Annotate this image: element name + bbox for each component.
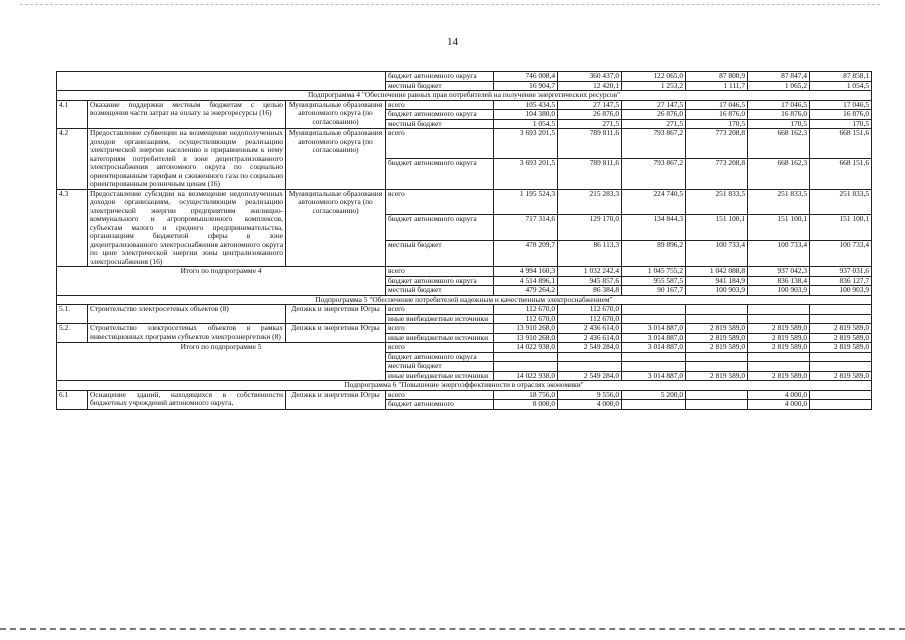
item-description: Предоставление субсидии на возмещение недополученных доходов организациям, осуществляющим реализацию электрической энергии предприятиям жилищно-коммунального и агропромышленного комплексов, субъектам малого и среднего предпринимательства, организациям бюджетной сферы в зоне децентрализованного электроснабжения автономного округа по цене электрической энергии зоны централизованного электроснабжения (16) [88, 189, 286, 267]
value-cell [622, 314, 686, 324]
item-executor: Муниципальные образования автономного округа (по согласованию) [286, 100, 386, 129]
source-cell: всего [386, 343, 494, 353]
value-cell: 271,5 [622, 119, 686, 129]
value-cell [622, 362, 686, 372]
value-cell: 17 046,5 [686, 100, 748, 110]
value-cell: 789 811,6 [558, 159, 622, 189]
value-cell: 2 436 614,0 [558, 324, 622, 334]
value-cell [558, 352, 622, 362]
table-row [57, 390, 872, 400]
table-row [57, 129, 872, 159]
value-cell: 2 819 589,0 [748, 343, 810, 353]
subprogram-title-row [57, 91, 872, 101]
value-cell: 112 670,0 [558, 314, 622, 324]
item-number: 6.1 [57, 390, 88, 409]
value-cell [810, 314, 872, 324]
table-row [57, 189, 872, 215]
item-description: Предоставление субвенции на возмещение недополученных доходов организациям, осуществляющим реализацию электрической энергии населению и приравненным к нему категориям потребителей в зоне децентрализованного электроснабжения автономного округа по социально ориентированным тарифам и сжиженного газа по социально ориентированным розничным ценам (16) [88, 129, 286, 190]
continuation-cell [57, 72, 386, 91]
value-cell: 2 819 589,0 [686, 371, 748, 381]
value-cell: 836 138,4 [748, 276, 810, 286]
value-cell: 251 833,5 [810, 189, 872, 215]
value-cell: 122 065,0 [622, 72, 686, 82]
value-cell [810, 390, 872, 400]
value-cell: 717 314,6 [494, 215, 558, 241]
source-cell: иные внебюджетные источники [386, 314, 494, 324]
value-cell: 17 046,5 [810, 100, 872, 110]
value-cell: 151 100,1 [810, 215, 872, 241]
source-cell: всего [386, 129, 494, 159]
value-cell [810, 352, 872, 362]
value-cell: 170,5 [686, 119, 748, 129]
value-cell: 5 200,0 [622, 390, 686, 400]
value-cell: 13 910 268,0 [494, 333, 558, 343]
value-cell [686, 390, 748, 400]
value-cell: 668 151,6 [810, 129, 872, 159]
value-cell: 112 670,0 [494, 314, 558, 324]
value-cell: 1 054,5 [810, 81, 872, 91]
value-cell: 2 819 589,0 [810, 333, 872, 343]
value-cell: 8 000,0 [494, 400, 558, 410]
value-cell: 2 819 589,0 [810, 324, 872, 334]
value-cell: 86 384,8 [558, 286, 622, 296]
value-cell: 151 100,1 [748, 215, 810, 241]
table-row [57, 72, 872, 82]
source-cell: иные внебюджетные источники [386, 333, 494, 343]
source-cell: местный бюджет [386, 119, 494, 129]
table-body [57, 72, 872, 410]
table-row [57, 100, 872, 110]
value-cell [622, 400, 686, 410]
value-cell: 13 910 268,0 [494, 324, 558, 334]
source-cell: бюджет автономного округа [386, 352, 494, 362]
value-cell [748, 362, 810, 372]
value-cell [748, 314, 810, 324]
value-cell [686, 314, 748, 324]
value-cell: 1 195 524,3 [494, 189, 558, 215]
value-cell [810, 305, 872, 315]
value-cell: 945 857,6 [558, 276, 622, 286]
value-cell: 26 876,0 [558, 110, 622, 120]
value-cell: 3 014 887,0 [622, 333, 686, 343]
value-cell: 112 670,0 [494, 305, 558, 315]
value-cell: 773 208,8 [686, 159, 748, 189]
value-cell: 26 876,0 [622, 110, 686, 120]
item-executor: Депжкк и энергетики Югры [286, 390, 386, 409]
value-cell: 16 876,0 [748, 110, 810, 120]
value-cell: 3 014 887,0 [622, 343, 686, 353]
value-cell: 170,5 [810, 119, 872, 129]
subprogram-title-row [57, 381, 872, 391]
value-cell: 100 903,9 [686, 286, 748, 296]
value-cell: 793 867,2 [622, 159, 686, 189]
value-cell: 251 833,5 [748, 189, 810, 215]
value-cell: 87 858,1 [810, 72, 872, 82]
value-cell: 479 264,2 [494, 286, 558, 296]
source-cell: всего [386, 189, 494, 215]
value-cell: 2 819 589,0 [748, 333, 810, 343]
table-row [57, 305, 872, 315]
value-cell: 100 733,4 [748, 241, 810, 267]
value-cell: 112 670,0 [558, 305, 622, 315]
value-cell: 937 031,6 [810, 267, 872, 277]
value-cell: 2 819 589,0 [748, 371, 810, 381]
value-cell: 2 819 589,0 [810, 343, 872, 353]
value-cell: 1 042 088,8 [686, 267, 748, 277]
value-cell: 129 170,0 [558, 215, 622, 241]
value-cell: 773 208,8 [686, 129, 748, 159]
item-number: 5.2. [57, 324, 88, 343]
value-cell: 224 740,5 [622, 189, 686, 215]
value-cell: 1 045 755,2 [622, 267, 686, 277]
value-cell: 12 420,1 [558, 81, 622, 91]
value-cell: 151 100,1 [686, 215, 748, 241]
source-cell: местный бюджет [386, 241, 494, 267]
value-cell: 87 800,9 [686, 72, 748, 82]
page-number: 14 [447, 36, 458, 48]
value-cell: 789 811,6 [558, 129, 622, 159]
value-cell: 478 209,7 [494, 241, 558, 267]
value-cell: 105 434,5 [494, 100, 558, 110]
total-label: Итого по подпрограмме 5 [57, 343, 386, 381]
item-executor: Муниципальные образования автономного округа (по согласованию) [286, 129, 386, 190]
value-cell: 2 819 589,0 [686, 333, 748, 343]
value-cell: 4 000,0 [748, 400, 810, 410]
budget-table [56, 71, 872, 410]
source-cell: бюджет автономного округа [386, 215, 494, 241]
subprogram-title: Подпрограмма 4 "Обеспечение равных прав потребителей на получение энергетических ресурсов" [57, 91, 872, 101]
value-cell: 16 876,0 [810, 110, 872, 120]
item-executor: Муниципальные образования автономного округа (по согласованию) [286, 189, 386, 267]
value-cell: 955 587,5 [622, 276, 686, 286]
value-cell: 1 032 242,4 [558, 267, 622, 277]
value-cell: 17 046,5 [748, 100, 810, 110]
value-cell: 134 844,3 [622, 215, 686, 241]
value-cell: 668 162,3 [748, 159, 810, 189]
value-cell: 9 556,0 [558, 390, 622, 400]
value-cell: 271,5 [558, 119, 622, 129]
value-cell: 251 833,5 [686, 189, 748, 215]
subprogram-title-row [57, 295, 872, 305]
value-cell: 2 819 589,0 [810, 371, 872, 381]
value-cell: 3 014 887,0 [622, 324, 686, 334]
value-cell: 4 000,0 [558, 400, 622, 410]
value-cell: 1 054,5 [494, 119, 558, 129]
value-cell: 2 436 614,0 [558, 333, 622, 343]
value-cell: 3 693 201,5 [494, 129, 558, 159]
value-cell: 941 184,9 [686, 276, 748, 286]
value-cell: 100 903,9 [748, 286, 810, 296]
source-cell: местный бюджет [386, 286, 494, 296]
value-cell: 2 549 284,0 [558, 343, 622, 353]
source-cell: всего [386, 305, 494, 315]
value-cell [748, 305, 810, 315]
value-cell: 170,5 [748, 119, 810, 129]
value-cell: 16 876,0 [686, 110, 748, 120]
value-cell: 2 819 589,0 [686, 343, 748, 353]
item-description: Строительство электросетевых объектов (8) [88, 305, 286, 324]
source-cell: местный бюджет [386, 81, 494, 91]
item-executor: Депжкк и энергетики Югры [286, 305, 386, 324]
value-cell [622, 305, 686, 315]
value-cell: 360 437,0 [558, 72, 622, 82]
total-label: Итого по подпрограмме 4 [57, 267, 386, 296]
value-cell: 1 253,2 [622, 81, 686, 91]
source-cell: бюджет автономного округа [386, 159, 494, 189]
value-cell: 2 819 589,0 [748, 324, 810, 334]
value-cell [494, 362, 558, 372]
source-cell: бюджет автономного [386, 400, 494, 410]
source-cell: всего [386, 100, 494, 110]
value-cell [810, 362, 872, 372]
item-description: Оказание поддержки местным бюджетам с целью возмещения части затрат на оплату за энергоресурсы (16) [88, 100, 286, 129]
item-number: 4.2 [57, 129, 88, 190]
value-cell: 2 549 284,0 [558, 371, 622, 381]
value-cell: 87 847,4 [748, 72, 810, 82]
item-executor: Депжкк и энергетики Югры [286, 324, 386, 343]
value-cell [558, 362, 622, 372]
value-cell: 3 693 201,5 [494, 159, 558, 189]
value-cell: 18 756,0 [494, 390, 558, 400]
source-cell: иные внебюджетные источники [386, 371, 494, 381]
item-number: 4.1 [57, 100, 88, 129]
value-cell [810, 400, 872, 410]
value-cell [622, 352, 686, 362]
value-cell: 100 733,4 [686, 241, 748, 267]
total-row [57, 267, 872, 277]
value-cell: 793 867,2 [622, 129, 686, 159]
value-cell: 4 514 896,1 [494, 276, 558, 286]
value-cell: 1 065,2 [748, 81, 810, 91]
value-cell [686, 305, 748, 315]
value-cell: 215 283,3 [558, 189, 622, 215]
value-cell [686, 362, 748, 372]
value-cell [494, 352, 558, 362]
value-cell: 3 014 887,0 [622, 371, 686, 381]
total-row [57, 343, 872, 353]
source-cell: всего [386, 267, 494, 277]
value-cell: 89 896,2 [622, 241, 686, 267]
value-cell: 4 000,0 [748, 390, 810, 400]
value-cell [748, 352, 810, 362]
item-number: 5.1. [57, 305, 88, 324]
value-cell: 668 162,3 [748, 129, 810, 159]
table-row [57, 324, 872, 334]
value-cell: 16 904,7 [494, 81, 558, 91]
item-description: Строительство электросетевых объектов в рамках инвестиционных программ субъектов электроэнергетики (8) [88, 324, 286, 343]
subprogram-title: Подпрограмма 5 "Обеспечение потребителей надежным и качественным электроснабжением" [57, 295, 872, 305]
value-cell [686, 400, 748, 410]
value-cell: 14 022 938,0 [494, 371, 558, 381]
value-cell: 104 380,0 [494, 110, 558, 120]
value-cell: 100 903,9 [810, 286, 872, 296]
value-cell: 2 819 589,0 [686, 324, 748, 334]
subprogram-title: Подпрограмма 6 "Повышение энергоэффективности в отраслях экономики" [57, 381, 872, 391]
value-cell: 100 733,4 [810, 241, 872, 267]
item-description: Оснащение зданий, находящихся в собственности бюджетных учреждений автономного округа, [88, 390, 286, 409]
value-cell: 14 022 938,0 [494, 343, 558, 353]
source-cell: бюджет автономного округа [386, 276, 494, 286]
value-cell: 1 111,7 [686, 81, 748, 91]
value-cell: 90 167,7 [622, 286, 686, 296]
item-number: 4.3 [57, 189, 88, 267]
value-cell: 27 147,5 [622, 100, 686, 110]
value-cell: 86 113,3 [558, 241, 622, 267]
source-cell: бюджет автономного округа [386, 110, 494, 120]
value-cell: 937 042,3 [748, 267, 810, 277]
value-cell: 4 994 160,3 [494, 267, 558, 277]
value-cell: 746 008,4 [494, 72, 558, 82]
value-cell: 27 147,5 [558, 100, 622, 110]
scan-edge-bottom [0, 628, 905, 630]
value-cell [686, 352, 748, 362]
source-cell: бюджет автономного округа [386, 72, 494, 82]
source-cell: всего [386, 390, 494, 400]
value-cell: 668 151,6 [810, 159, 872, 189]
scan-edge-top [20, 4, 880, 5]
source-cell: всего [386, 324, 494, 334]
source-cell: местный бюджет [386, 362, 494, 372]
value-cell: 836 127,7 [810, 276, 872, 286]
